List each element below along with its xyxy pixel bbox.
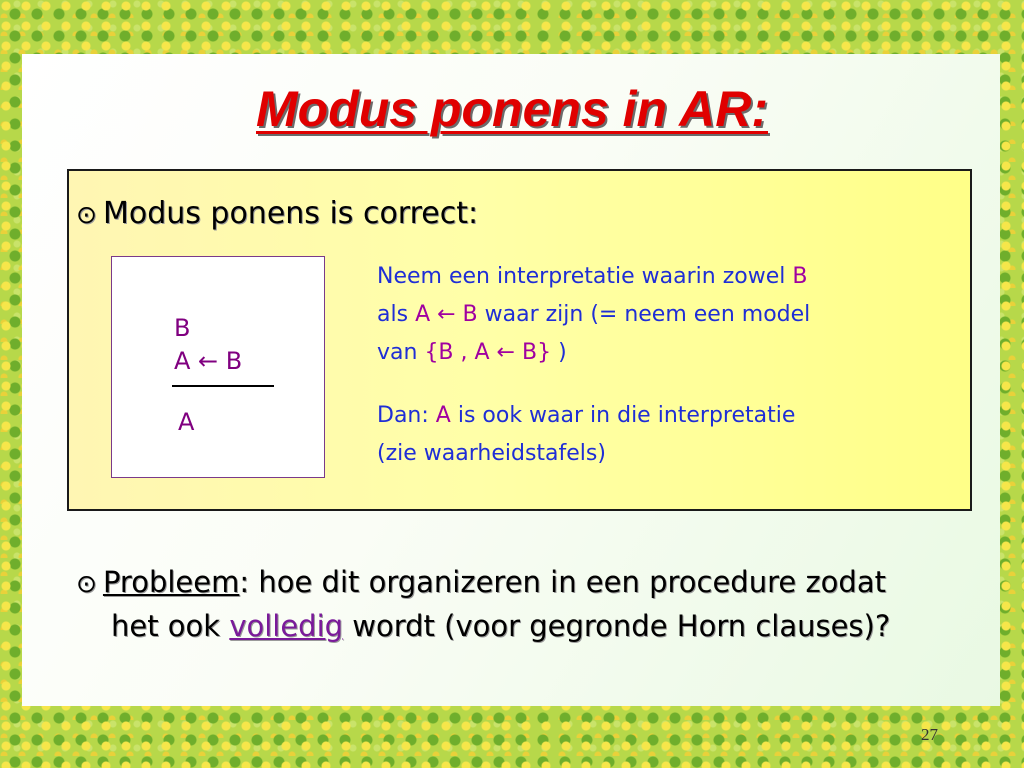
probleem-term: Probleem: [102, 565, 240, 599]
inference-line: [172, 385, 274, 387]
bullet-probleem: ⊙ Probleem: hoe dit organizeren in een procedure zodat het ook volledig wordt (voor gegronde Horn clauses)?: [76, 565, 891, 643]
explanation-line-1: Neem een interpretatie waarin zowel B: [377, 264, 808, 289]
premise-b: B: [174, 314, 191, 342]
circled-dot-icon: ⊙: [76, 200, 97, 229]
explanation-line-2: als A ← B waar zijn (= neem een model: [377, 302, 811, 327]
bullet-text: Modus ponens is correct:: [102, 196, 479, 231]
explanation-line-3: van {B , A ← B} ): [377, 340, 567, 365]
volledig-link[interactable]: volledig: [229, 609, 344, 643]
page-number: 27: [921, 725, 938, 744]
circled-dot-icon: ⊙: [76, 569, 97, 598]
explanation-line-4: Dan: A is ook waar in die interpretatie: [377, 403, 796, 428]
bullet-modus-ponens: [76, 196, 478, 231]
slide-title: Modus ponens in AR:: [256, 81, 768, 137]
premise-a-if-b: A ← B: [174, 347, 243, 375]
explanation-line-5: (zie waarheidstafels): [377, 441, 606, 466]
conclusion-a: A: [178, 408, 195, 436]
